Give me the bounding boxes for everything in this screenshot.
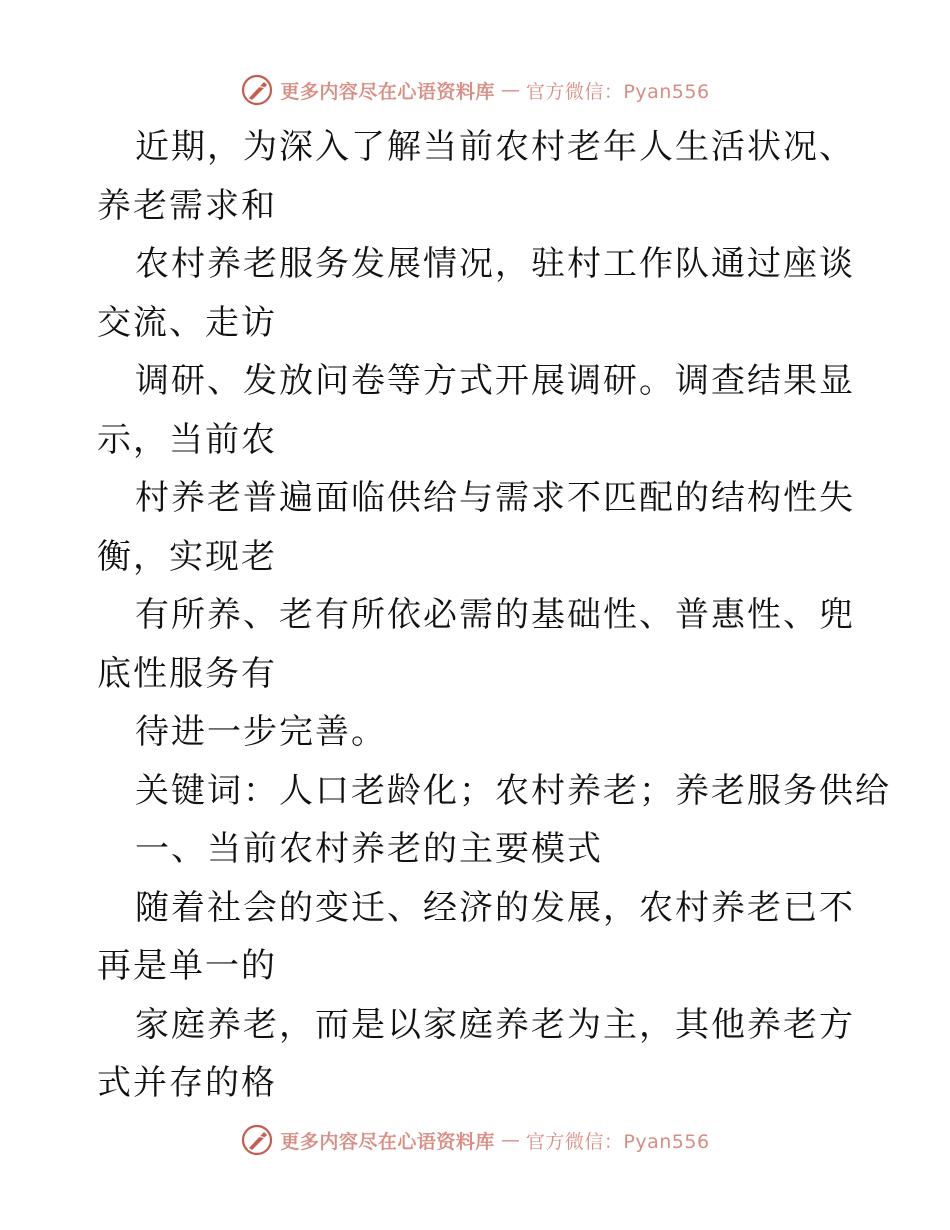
paragraph: 有所养、老有所依必需的基础性、普惠性、兜底性服务有	[97, 595, 855, 694]
paragraph: 农村养老服务发展情况，驻村工作队通过座谈交流、走访	[97, 244, 855, 343]
paragraph: 待进一步完善。	[135, 712, 387, 752]
quill-pen-logo-icon	[240, 1123, 274, 1157]
quill-pen-logo-icon	[240, 73, 274, 107]
paragraph: 近期，为深入了解当前农村老年人生活状况、养老需求和	[97, 127, 855, 226]
watermark-label: 更多内容尽在心语资料库	[280, 1130, 495, 1153]
watermark-separator: —	[500, 1129, 520, 1151]
header-watermark	[0, 70, 950, 110]
section-heading: 一、当前农村养老的主要模式	[135, 829, 603, 869]
paragraph: 家庭养老，而是以家庭养老为主，其他养老方式并存的格	[97, 1004, 855, 1103]
watermark-account: 官方微信：Pyan556	[525, 80, 710, 103]
paragraph: 随着社会的变迁、经济的发展，农村养老已不再是单一的	[97, 887, 855, 986]
watermark-separator: —	[500, 79, 520, 101]
document-body	[97, 118, 891, 1113]
watermark-account: 官方微信：Pyan556	[525, 1130, 710, 1153]
footer-watermark	[0, 1120, 950, 1160]
keywords-line: 关键词：人口老龄化；农村养老；养老服务供给	[135, 770, 891, 811]
watermark-label: 更多内容尽在心语资料库	[280, 80, 495, 103]
paragraph: 村养老普遍面临供给与需求不匹配的结构性失衡，实现老	[97, 478, 855, 577]
paragraph: 调研、发放问卷等方式开展调研。调查结果显示，当前农	[97, 361, 855, 460]
